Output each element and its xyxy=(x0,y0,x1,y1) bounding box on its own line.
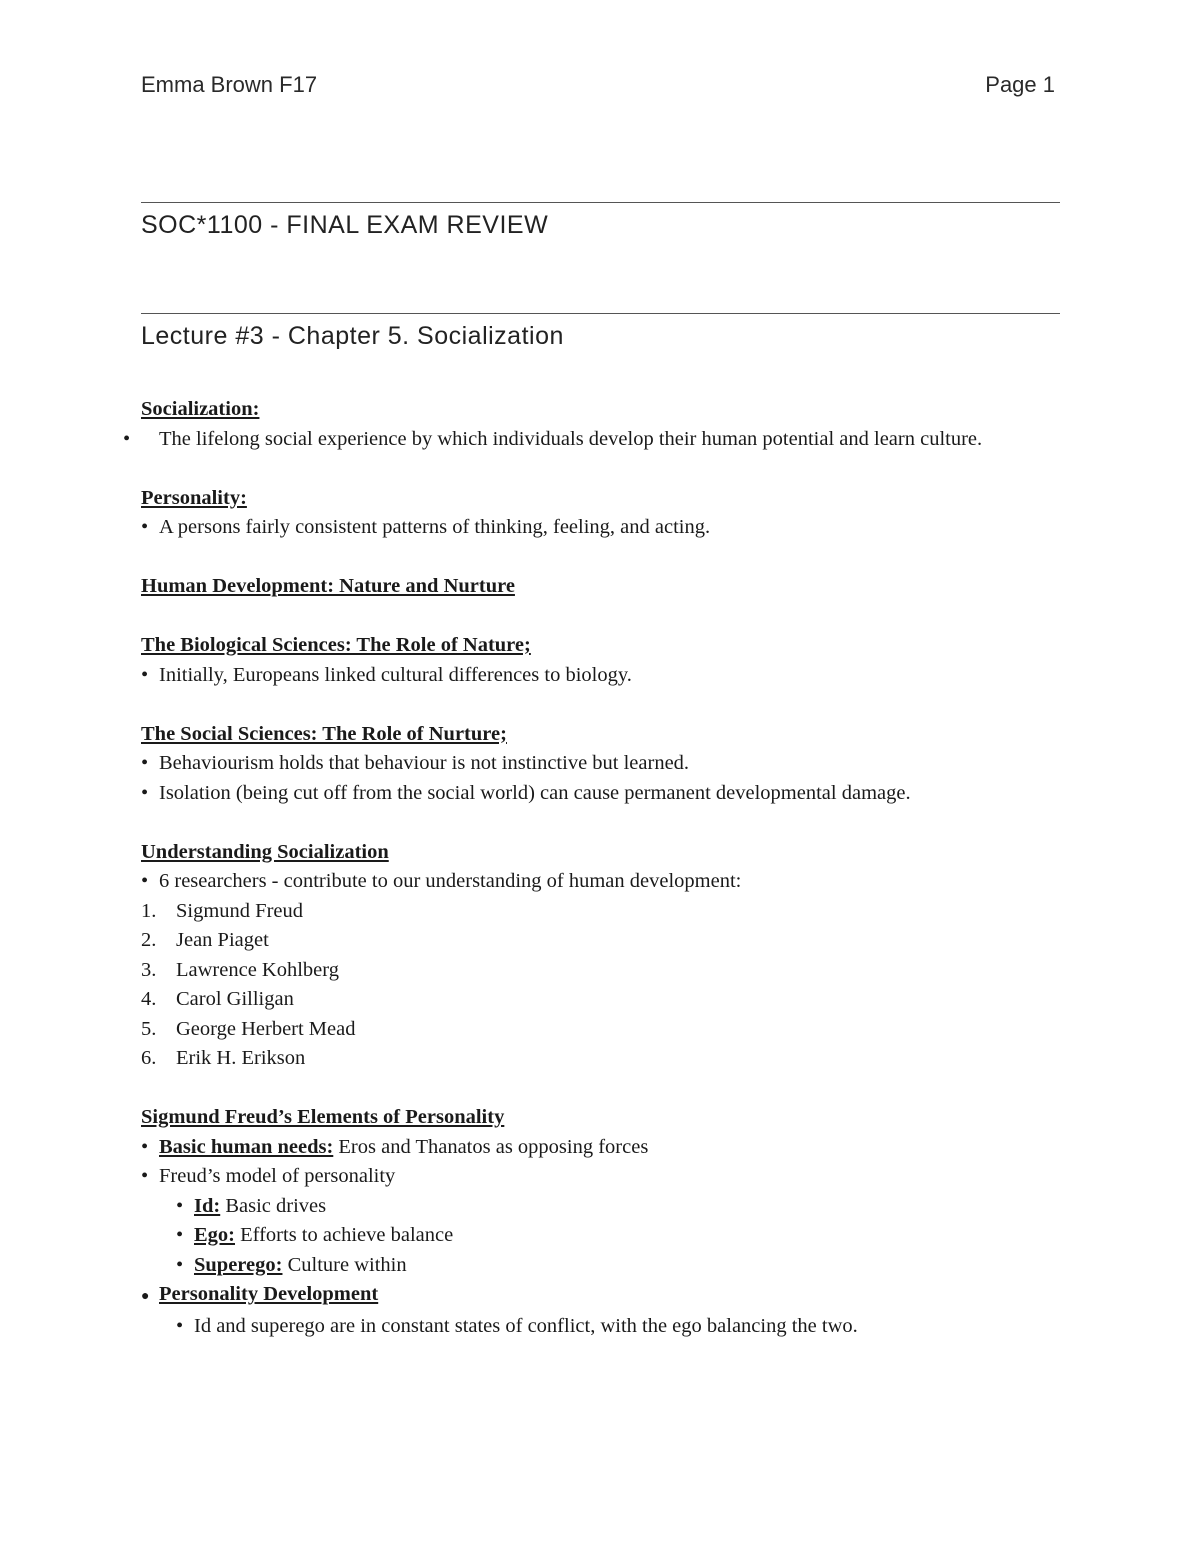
list-item xyxy=(141,1312,1061,1342)
researcher-item: 5. George Herbert Mead xyxy=(141,1017,356,1040)
list-item xyxy=(141,749,1061,779)
id-text: Basic drives xyxy=(220,1194,327,1217)
superego-label: Superego: xyxy=(194,1253,283,1276)
bullet-icon: • xyxy=(141,752,149,774)
ego-text: Efforts to achieve balance xyxy=(235,1224,454,1246)
bullet-icon: • xyxy=(141,870,149,892)
header-author: Emma Brown F17 xyxy=(141,72,318,97)
researcher-item: 3. Lawrence Kohlberg xyxy=(141,958,339,981)
isolation-note: Isolation (being cut off from the social world) can cause permanent developmental damage. xyxy=(159,781,911,804)
biological-note: Initially, Europeans linked cultural differences to biology. xyxy=(159,663,632,686)
bullet-icon: • xyxy=(176,1314,184,1337)
document-title: SOC*1100 - FINAL EXAM REVIEW xyxy=(141,211,549,239)
socialization-definition: The lifelong social experience by which individuals develop their human potential and learn culture. xyxy=(159,427,983,450)
personality-development-text: Id and superego are in constant states of conflict, with the ego balancing the two. xyxy=(194,1314,858,1337)
basic-needs-text: Eros and Thanatos as opposing forces xyxy=(333,1135,649,1158)
list-item xyxy=(141,1133,1061,1163)
personality-heading: Personality: xyxy=(141,486,247,509)
understanding-socialization-heading: Understanding Socialization xyxy=(141,840,389,863)
list-item xyxy=(141,1280,1061,1312)
bullet-icon: • xyxy=(176,1194,184,1217)
id-label: Id: xyxy=(194,1194,221,1217)
researcher-item: 2. Jean Piaget xyxy=(141,929,269,951)
bullet-icon: • xyxy=(141,1165,149,1187)
researcher-item: 1. Sigmund Freud xyxy=(141,899,303,922)
list-item xyxy=(141,1192,1061,1222)
bullet-icon: • xyxy=(176,1253,184,1276)
list-item xyxy=(141,1162,1061,1192)
big-bullet-icon: ● xyxy=(141,1289,150,1304)
behaviourism-note: Behaviourism holds that behaviour is not instinctive but learned. xyxy=(159,752,690,774)
lecture-top-divider xyxy=(141,313,1060,314)
list-item xyxy=(141,1221,1061,1251)
bullet-icon: • xyxy=(141,516,149,538)
freud-model-text: Freud’s model of personality xyxy=(159,1165,396,1187)
personality-development-label: Personality Development xyxy=(159,1283,379,1305)
list-item xyxy=(141,661,1061,691)
bullet-icon: • xyxy=(123,427,131,450)
bullet-icon: • xyxy=(141,1135,149,1158)
researcher-item: 4. Carol Gilligan xyxy=(141,988,294,1010)
title-top-divider xyxy=(141,202,1060,203)
header-page-number: Page 1 xyxy=(985,72,1055,97)
bullet-icon: • xyxy=(176,1224,184,1246)
personality-definition: A persons fairly consistent patterns of thinking, feeling, and acting. xyxy=(159,516,711,538)
notes-body xyxy=(123,395,1061,1341)
researchers-intro: 6 researchers - contribute to our understanding of human development: xyxy=(159,870,742,892)
bullet-icon: • xyxy=(141,781,149,804)
social-sciences-heading: The Social Sciences: The Role of Nurture; xyxy=(141,722,507,745)
list-item xyxy=(141,1251,1061,1281)
list-item xyxy=(123,425,1061,455)
human-development-heading: Human Development: Nature and Nurture xyxy=(141,575,515,597)
list-item xyxy=(141,513,1061,543)
ego-label: Ego: xyxy=(194,1224,235,1246)
list-item xyxy=(141,779,1061,809)
basic-needs-label: Basic human needs: xyxy=(159,1135,334,1158)
researcher-item: 6. Erik H. Erikson xyxy=(141,1047,306,1069)
list-item xyxy=(141,867,1061,897)
socialization-heading: Socialization: xyxy=(141,398,260,420)
lecture-title: Lecture #3 - Chapter 5. Socialization xyxy=(141,322,564,350)
bullet-icon: • xyxy=(141,663,149,686)
biological-sciences-heading: The Biological Sciences: The Role of Nature; xyxy=(141,634,531,656)
freud-heading: Sigmund Freud’s Elements of Personality xyxy=(141,1106,505,1128)
superego-text: Culture within xyxy=(282,1253,407,1276)
